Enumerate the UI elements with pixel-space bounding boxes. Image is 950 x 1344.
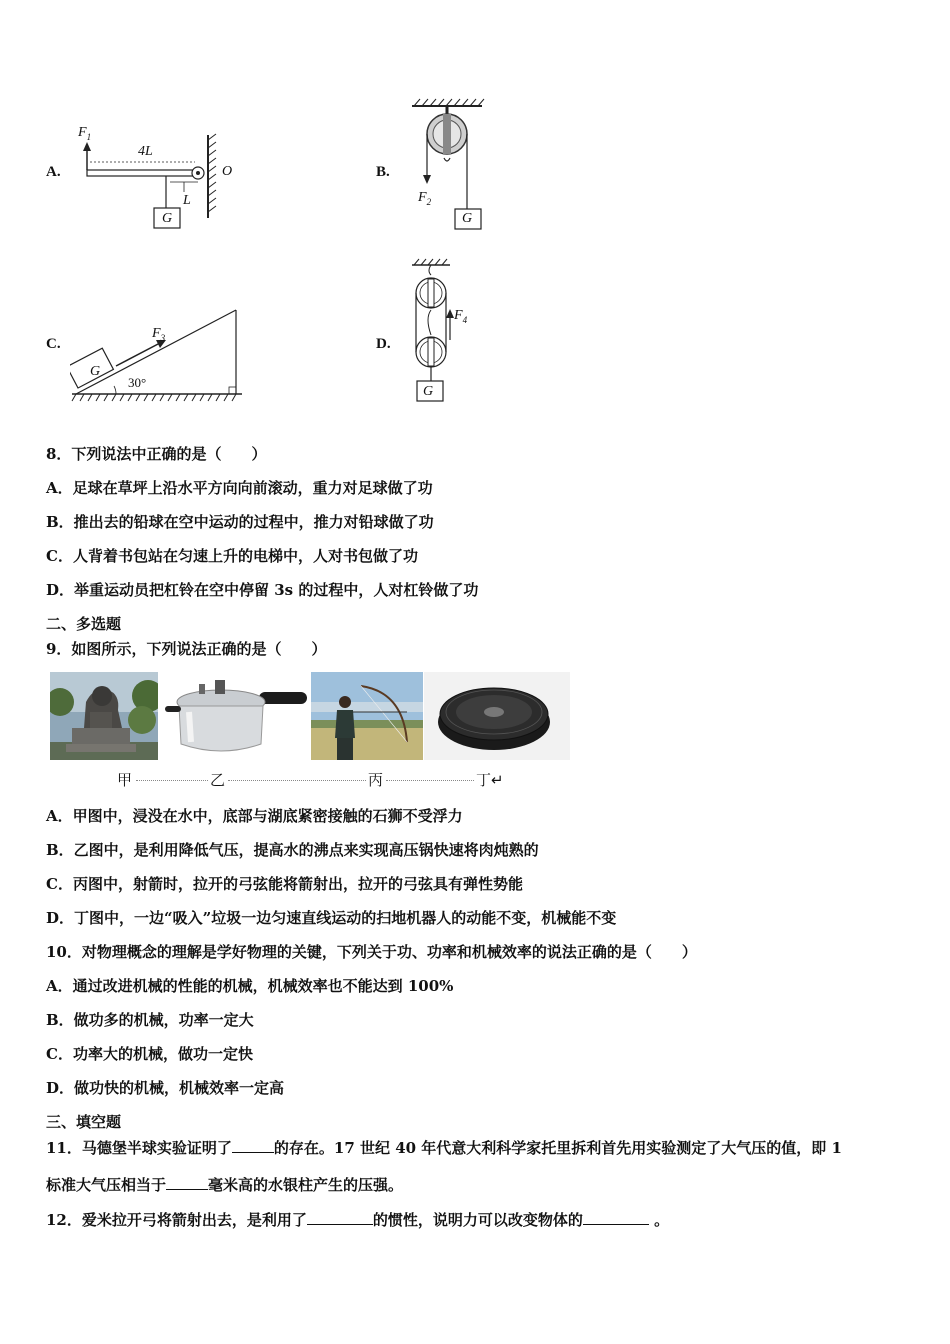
q12-blank-2[interactable]	[583, 1210, 649, 1225]
q9-stem: 9．如图所示，下列说法正确的是（ ）	[46, 640, 327, 658]
weight-label-c: G	[90, 364, 101, 379]
photo-stone-lion	[50, 672, 158, 760]
incline-figure-c	[70, 300, 250, 410]
q11-line-2: 标准大气压相当于 毫米高的水银柱产生的压强。	[46, 1176, 404, 1194]
arm-short-label: L	[183, 193, 191, 208]
weight-label-b: G	[462, 211, 473, 226]
pulley-block-figure-d	[400, 255, 480, 405]
force-label-a: $F_1$	[78, 125, 92, 142]
q10-option-a: A．通过改进机械的性能的机械，机械效率也不能达到 100%	[46, 977, 454, 995]
q12-blank-1[interactable]	[307, 1210, 373, 1225]
q10-option-b: B．做功多的机械，功率一定大	[46, 1011, 254, 1029]
photo-pressure-cooker	[159, 672, 309, 760]
weight-label-d: G	[423, 384, 434, 399]
option-d-label: D.	[376, 336, 391, 352]
q11-line-1: 11．马德堡半球实验证明了 的存在。17 世纪 40 年代意大利科学家托里拆利首先用实验测定了大气压的值，即 1	[46, 1139, 842, 1157]
caption-divider	[228, 780, 366, 781]
caption-divider	[386, 780, 474, 781]
caption-bing: 丙	[368, 771, 384, 789]
photo-robot-vacuum	[424, 672, 570, 760]
pivot-label: O	[222, 164, 233, 179]
angle-label: 30°	[128, 375, 147, 390]
force-label-d: $F_4$	[454, 308, 468, 325]
q8-stem: 8．下列说法中正确的是（ ）	[46, 445, 267, 463]
weight-label-a: G	[162, 211, 173, 226]
caption-divider	[136, 780, 208, 781]
q8-option-c: C．人背着书包站在匀速上升的电梯中，人对书包做了功	[46, 547, 418, 565]
photo-archer	[311, 672, 423, 760]
q8-option-d: D．举重运动员把杠铃在空中停留 3s 的过程中，人对杠铃做了功	[46, 581, 479, 599]
q10-option-d: D．做功快的机械，机械效率一定高	[46, 1079, 285, 1097]
q8-option-a: A．足球在草坪上沿水平方向向前滚动，重力对足球做了功	[46, 479, 433, 497]
force-label-b: $F_2$	[418, 190, 432, 207]
q11-blank-2[interactable]	[166, 1175, 208, 1190]
q8-option-b: B．推出去的铅球在空中运动的过程中，推力对铅球做了功	[46, 513, 434, 531]
arm-long-label: 4L	[138, 144, 153, 159]
section-multi-choice: 二、多选题	[46, 615, 122, 633]
force-label-c: $F_3$	[152, 326, 166, 343]
section-fill-blank: 三、填空题	[46, 1113, 122, 1131]
q9-option-c: C．丙图中，射箭时，拉开的弓弦能将箭射出，拉开的弓弦具有弹性势能	[46, 875, 523, 893]
option-b-label: B.	[376, 164, 390, 180]
q11-blank-1[interactable]	[232, 1138, 274, 1153]
pulley-figure-b	[400, 96, 500, 236]
caption-yi: 乙	[210, 771, 226, 789]
q9-option-b: B．乙图中，是利用降低气压，提高水的沸点来实现高压锅快速将肉炖熟的	[46, 841, 539, 859]
option-c-label: C.	[46, 336, 61, 352]
q10-stem: 10．对物理概念的理解是学好物理的关键，下列关于功、功率和机械效率的说法正确的是（ ）	[46, 943, 697, 961]
q10-option-c: C．功率大的机械，做功一定快	[46, 1045, 253, 1063]
q9-option-a: A．甲图中，浸没在水中，底部与湖底紧密接触的石狮不受浮力	[46, 807, 463, 825]
option-a-label: A.	[46, 164, 61, 180]
caption-jia: 甲	[117, 771, 133, 789]
caption-ding: 丁↵	[476, 771, 504, 789]
q12-line: 12．爱米拉开弓将箭射出去，是利用了 的惯性，说明力可以改变物体的 。	[46, 1211, 670, 1229]
q9-option-d: D．丁图中，一边“吸入”垃圾一边匀速直线运动的扫地机器人的动能不变，机械能不变	[46, 909, 617, 927]
